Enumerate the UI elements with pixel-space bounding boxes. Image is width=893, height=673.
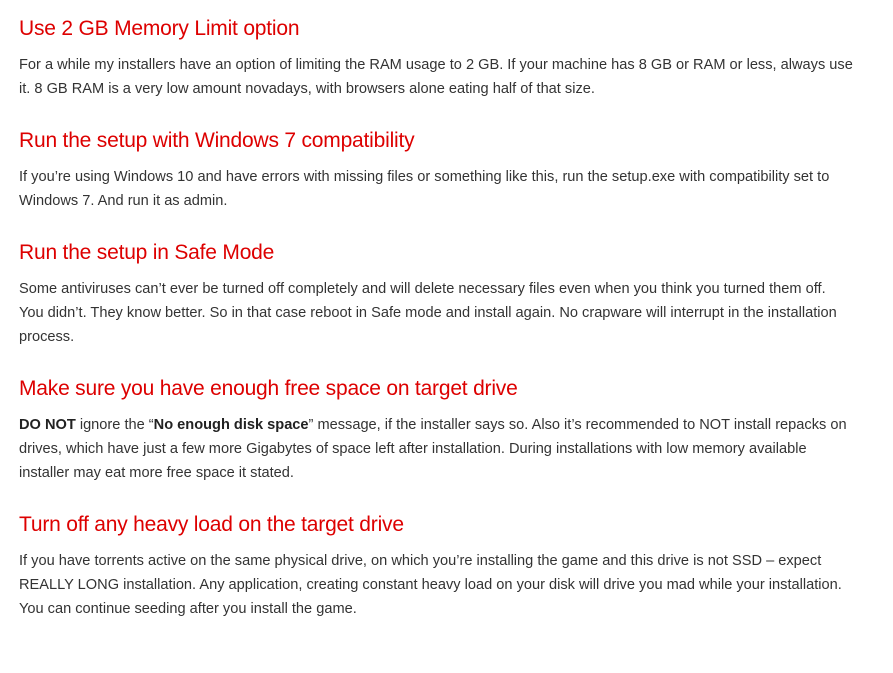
section-paragraph: [19, 413, 853, 485]
section-heading: Turn off any heavy load on the target drive: [19, 513, 404, 536]
section-paragraph: If you have torrents active on the same physical drive, on which you’re installing the game and this drive is not SSD – expect REALLY LONG installation. Any application, creating constant heavy load on your disk will drive you mad while your installation. You can continue seeding after you install the game.: [19, 553, 842, 617]
section-paragraph: Some antiviruses can’t ever be turned off completely and will delete necessary files even when you think you turned them off. You didn’t. They know better. So in that case reboot in Safe mode and install again. No crapware will interrupt in the installation process.: [19, 281, 837, 345]
section-heading: Run the setup with Windows 7 compatibility: [19, 129, 415, 152]
section-windows7-compat: [19, 126, 853, 213]
paragraph-text: ignore the “: [75, 417, 154, 433]
section-safe-mode: [19, 238, 853, 349]
disk-space-message: No enough disk space: [153, 417, 309, 433]
section-heading: Run the setup in Safe Mode: [19, 241, 275, 264]
section-heading: Make sure you have enough free space on target drive: [19, 377, 518, 400]
paragraph-text: ” message, if the installer says so. Also it’s recommended to NOT install repacks on drives, which have just a few more Gigabytes of space left after installation. During installations with low memory available installer may eat more free space it stated.: [19, 417, 847, 481]
section-heading: Use 2 GB Memory Limit option: [19, 17, 300, 40]
section-paragraph: If you’re using Windows 10 and have errors with missing files or something like this, run the setup.exe with compatibility set to Windows 7. And run it as admin.: [19, 169, 830, 209]
section-free-space: [19, 374, 853, 485]
section-heavy-load: [19, 510, 853, 621]
section-memory-limit: [19, 14, 853, 101]
do-not-emphasis: DO NOT: [19, 417, 76, 433]
section-paragraph: For a while my installers have an option of limiting the RAM usage to 2 GB. If your machine has 8 GB or RAM or less, always use it. 8 GB RAM is a very low amount novadays, with browsers alone eating half of that size.: [19, 57, 853, 97]
